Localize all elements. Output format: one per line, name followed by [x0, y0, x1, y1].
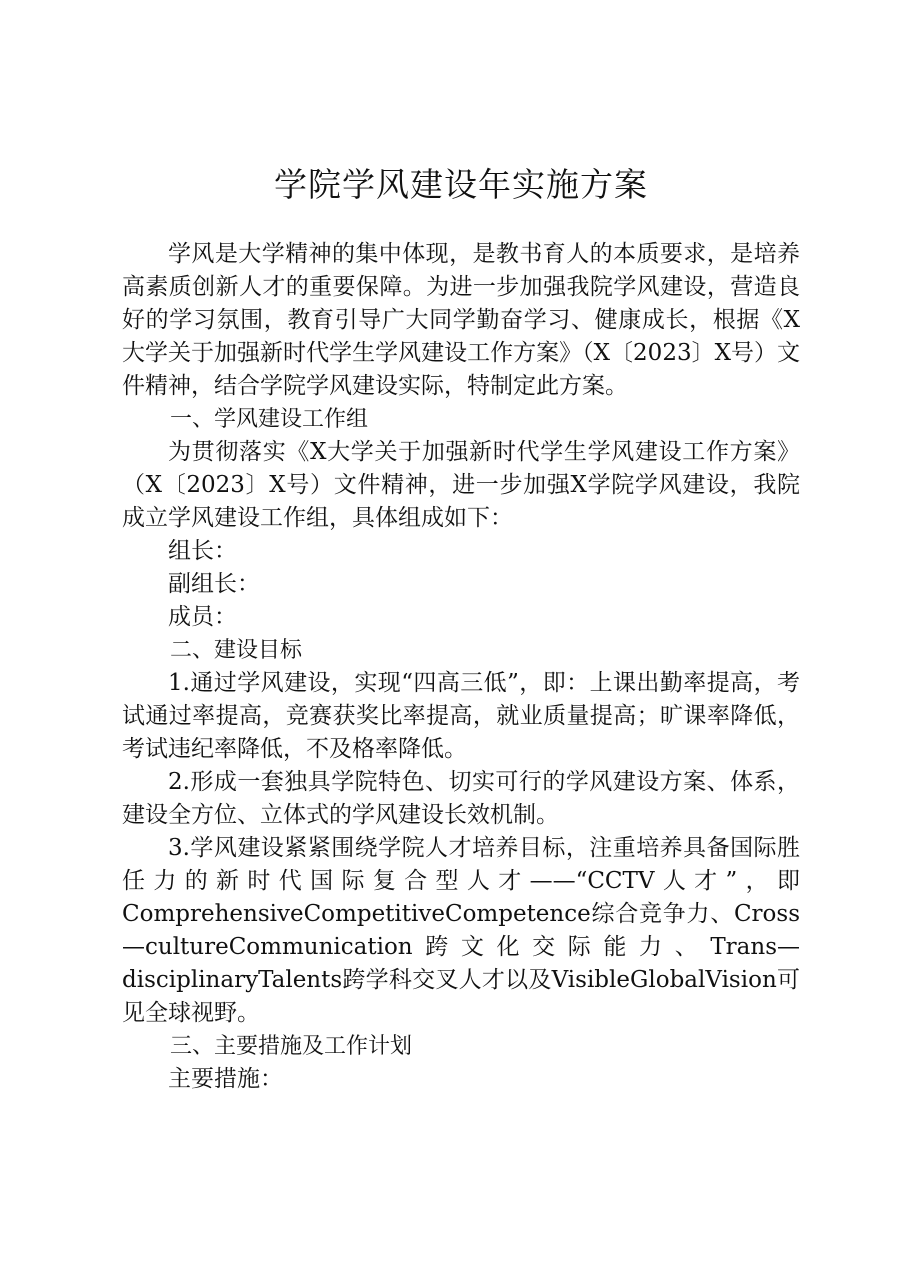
goal-1-paragraph: 1.通过学风建设，实现“四高三低”，即：上课出勤率提高，考试通过率提高，竞赛获奖比率提高，就业质量提高；旷课率降低，考试违纪率降低，不及格率降低。 [122, 670, 800, 762]
document-title: 学院学风建设年实施方案 [274, 165, 648, 204]
measures-line: 主要措施： [168, 1066, 283, 1092]
goal-2-paragraph: 2.形成一套独具学院特色、切实可行的学风建设方案、体系，建设全方位、立体式的学风建设长效机制。 [122, 769, 800, 828]
members-line: 成员： [168, 604, 237, 630]
working-group-paragraph: 为贯彻落实《X大学关于加强新时代学生学风建设工作方案》（X〔2023〕X号）文件精神，进一步加强X学院学风建设，我院成立学风建设工作组，具体组成如下： [122, 439, 800, 531]
section-heading-working-group: 一、学风建设工作组 [170, 407, 369, 432]
intro-paragraph: 学风是大学精神的集中体现，是教书育人的本质要求，是培养高素质创新人才的重要保障。为进一步加强我院学风建设，营造良好的学习氛围，教育引导广大同学勤奋学习、健康成长，根据《X大学关于加强新时代学生学风建设工作方案》（X〔2023〕X号）文件精神，结合学院学风建设实际，特制定此方案。 [122, 241, 800, 399]
section-heading-measures: 三、主要措施及工作计划 [170, 1034, 413, 1059]
deputy-leader-line: 副组长： [168, 571, 260, 597]
leader-line: 组长： [168, 538, 237, 564]
section-heading-goals: 二、建设目标 [170, 638, 303, 663]
goal-3-paragraph: 3.学风建设紧紧围绕学院人才培养目标，注重培养具备国际胜任力的新时代国际复合型人才——“CCTV人才”，即ComprehensiveCompetitiveCompetence综合竞争力、Cross—cultureCommunication跨文化交际能力、Trans—disciplinaryTalents跨学科交叉人才以及VisibleGlobalVision可见全球视野。 [122, 835, 800, 1026]
document-page [122, 160, 800, 1096]
